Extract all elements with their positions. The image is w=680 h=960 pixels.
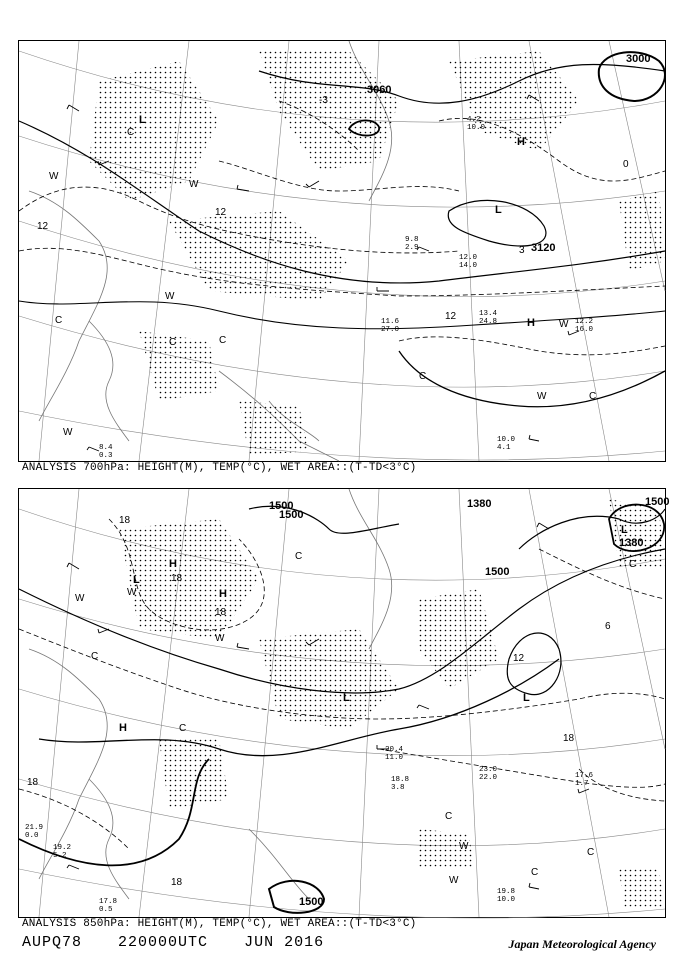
height-label: 1500 xyxy=(645,496,670,508)
height-label: 1500 xyxy=(485,566,510,578)
isotherm-label: 12 xyxy=(37,221,49,232)
svg-text:1.7: 1.7 xyxy=(575,780,589,788)
svg-text:24.8: 24.8 xyxy=(479,318,498,326)
cold-advection-marker: C xyxy=(91,651,99,662)
svg-text:10.0: 10.0 xyxy=(497,896,516,904)
low-pressure-marker: L xyxy=(621,524,628,536)
height-label: 1500 xyxy=(269,500,294,512)
isotherm-label: 18 xyxy=(563,733,575,744)
agency-name: Japan Meteorological Agency xyxy=(508,937,656,951)
svg-text:5.2: 5.2 xyxy=(53,852,67,860)
isotherm-label: 18 xyxy=(215,607,227,618)
cold-advection-marker: C xyxy=(295,551,303,562)
svg-text:9.8: 9.8 xyxy=(405,236,419,244)
low-pressure-marker: L xyxy=(523,692,530,704)
wet-areas xyxy=(89,51,665,456)
height-label: 1500 xyxy=(299,896,324,908)
height-label: 1500 xyxy=(279,509,304,521)
high-pressure-marker: H xyxy=(527,317,535,329)
station-plot xyxy=(575,772,594,788)
svg-text:2.9: 2.9 xyxy=(405,244,419,252)
svg-text:4.2: 4.2 xyxy=(467,116,481,124)
isotherm-label: 18 xyxy=(27,777,39,788)
height-label: 3060 xyxy=(367,84,392,96)
svg-text:12.2: 12.2 xyxy=(575,318,594,326)
svg-text:13.4: 13.4 xyxy=(479,310,498,318)
warm-advection-marker: W xyxy=(127,587,137,598)
warm-advection-marker: W xyxy=(215,633,225,644)
chart-identifier xyxy=(22,934,350,951)
cold-advection-marker: C xyxy=(169,337,177,348)
warm-advection-marker: W xyxy=(189,179,199,190)
svg-text:27.0: 27.0 xyxy=(381,326,400,334)
station-plot xyxy=(25,824,43,840)
svg-text:16.0: 16.0 xyxy=(575,326,594,334)
svg-text:19.8: 19.8 xyxy=(497,888,516,896)
cold-advection-marker: C xyxy=(55,315,63,326)
svg-text:0.5: 0.5 xyxy=(99,906,113,914)
isotherm-label: 12 xyxy=(513,653,525,664)
warm-advection-marker: W xyxy=(537,391,547,402)
svg-text:23.0: 23.0 xyxy=(479,766,498,774)
isotherm-label: 3 xyxy=(519,245,525,256)
station-plot xyxy=(459,254,478,270)
station-plots xyxy=(25,746,594,914)
svg-text:0.0: 0.0 xyxy=(25,832,39,840)
isotherm-label: 6 xyxy=(605,621,611,632)
warm-advection-marker: W xyxy=(459,841,469,852)
low-pressure-marker: L xyxy=(139,114,146,126)
chart-700hpa-caption: ANALYSIS 700hPa: HEIGHT(M), TEMP(°C), WET AREA::(T-TD<3°C) xyxy=(22,462,417,474)
station-plot xyxy=(575,318,594,334)
cold-advection-marker: C xyxy=(127,127,135,138)
cold-advection-marker: C xyxy=(179,723,187,734)
station-plot xyxy=(497,888,516,904)
station-plot xyxy=(385,746,404,762)
cold-advection-marker: C xyxy=(419,371,427,382)
isotherm-label: 0 xyxy=(623,159,629,170)
svg-text:18.8: 18.8 xyxy=(391,776,410,784)
svg-text:10.0: 10.0 xyxy=(497,436,516,444)
chart-700hpa-map xyxy=(19,41,665,461)
isotherm-label: 12 xyxy=(445,311,457,322)
isotherm-label: -3 xyxy=(319,95,328,106)
station-plot xyxy=(381,318,400,334)
station-plot xyxy=(405,236,419,252)
station-plot xyxy=(391,776,409,792)
svg-text:11.0: 11.0 xyxy=(385,754,404,762)
warm-advection-marker: W xyxy=(449,875,459,886)
station-plot xyxy=(99,444,113,460)
cold-advection-marker: C xyxy=(445,811,453,822)
svg-text:10.0: 10.0 xyxy=(467,124,486,132)
svg-text:19.2: 19.2 xyxy=(53,844,72,852)
chart-850hpa-panel xyxy=(18,488,670,918)
svg-text:22.0: 22.0 xyxy=(479,774,498,782)
low-pressure-marker: L xyxy=(133,574,140,586)
high-pressure-marker: H xyxy=(169,558,177,570)
station-plot xyxy=(479,766,498,782)
warm-advection-marker: W xyxy=(63,427,73,438)
isotherm-label: 12 xyxy=(215,207,227,218)
chart-700hpa-panel xyxy=(18,40,666,462)
chart-code: AUPQ78 xyxy=(22,934,83,951)
cold-advection-marker: C xyxy=(587,847,595,858)
isotherm-label: 18 xyxy=(119,515,131,526)
station-plot xyxy=(99,898,117,914)
warm-advection-marker: W xyxy=(49,171,59,182)
valid-time: 220000UTC xyxy=(118,934,209,951)
station-plot xyxy=(53,844,71,860)
height-label: 3000 xyxy=(626,53,651,65)
svg-text:4.1: 4.1 xyxy=(497,444,511,452)
low-pressure-marker: L xyxy=(495,204,502,216)
chart-850hpa-caption: ANALYSIS 850hPa: HEIGHT(M), TEMP(°C), WET AREA::(T-TD<3°C) xyxy=(22,918,417,930)
high-pressure-marker: H xyxy=(119,722,127,734)
station-plot xyxy=(497,436,516,452)
station-plot xyxy=(479,310,498,326)
cold-advection-marker: C xyxy=(629,559,637,570)
svg-text:17.8: 17.8 xyxy=(99,898,118,906)
warm-advection-marker: W xyxy=(165,291,175,302)
svg-text:12.0: 12.0 xyxy=(459,254,478,262)
svg-text:21.9: 21.9 xyxy=(25,824,44,832)
svg-text:11.6: 11.6 xyxy=(381,318,400,326)
chart-850hpa-map xyxy=(19,489,670,917)
cold-advection-marker: C xyxy=(531,867,539,878)
height-label: 3120 xyxy=(531,242,556,254)
warm-advection-marker: W xyxy=(559,319,569,330)
month-year: JUN 2016 xyxy=(244,934,325,951)
svg-text:14.0: 14.0 xyxy=(459,262,478,270)
height-label: 1380 xyxy=(619,537,644,549)
high-pressure-marker: H xyxy=(517,136,525,148)
svg-text:20.4: 20.4 xyxy=(385,746,404,754)
svg-text:8.4: 8.4 xyxy=(99,444,113,452)
low-pressure-marker: L xyxy=(343,692,350,704)
isotherm-label: 18 xyxy=(171,573,183,584)
cold-advection-marker: C xyxy=(589,391,597,402)
isotherm-label: 18 xyxy=(171,877,183,888)
svg-text:3.8: 3.8 xyxy=(391,784,405,792)
svg-text:0.3: 0.3 xyxy=(99,452,113,460)
svg-text:17.6: 17.6 xyxy=(575,772,594,780)
cold-advection-marker: C xyxy=(219,335,227,346)
height-label: 1380 xyxy=(467,498,492,510)
wet-areas xyxy=(119,499,665,909)
warm-advection-marker: W xyxy=(75,593,85,604)
high-pressure-marker: H xyxy=(219,588,227,600)
